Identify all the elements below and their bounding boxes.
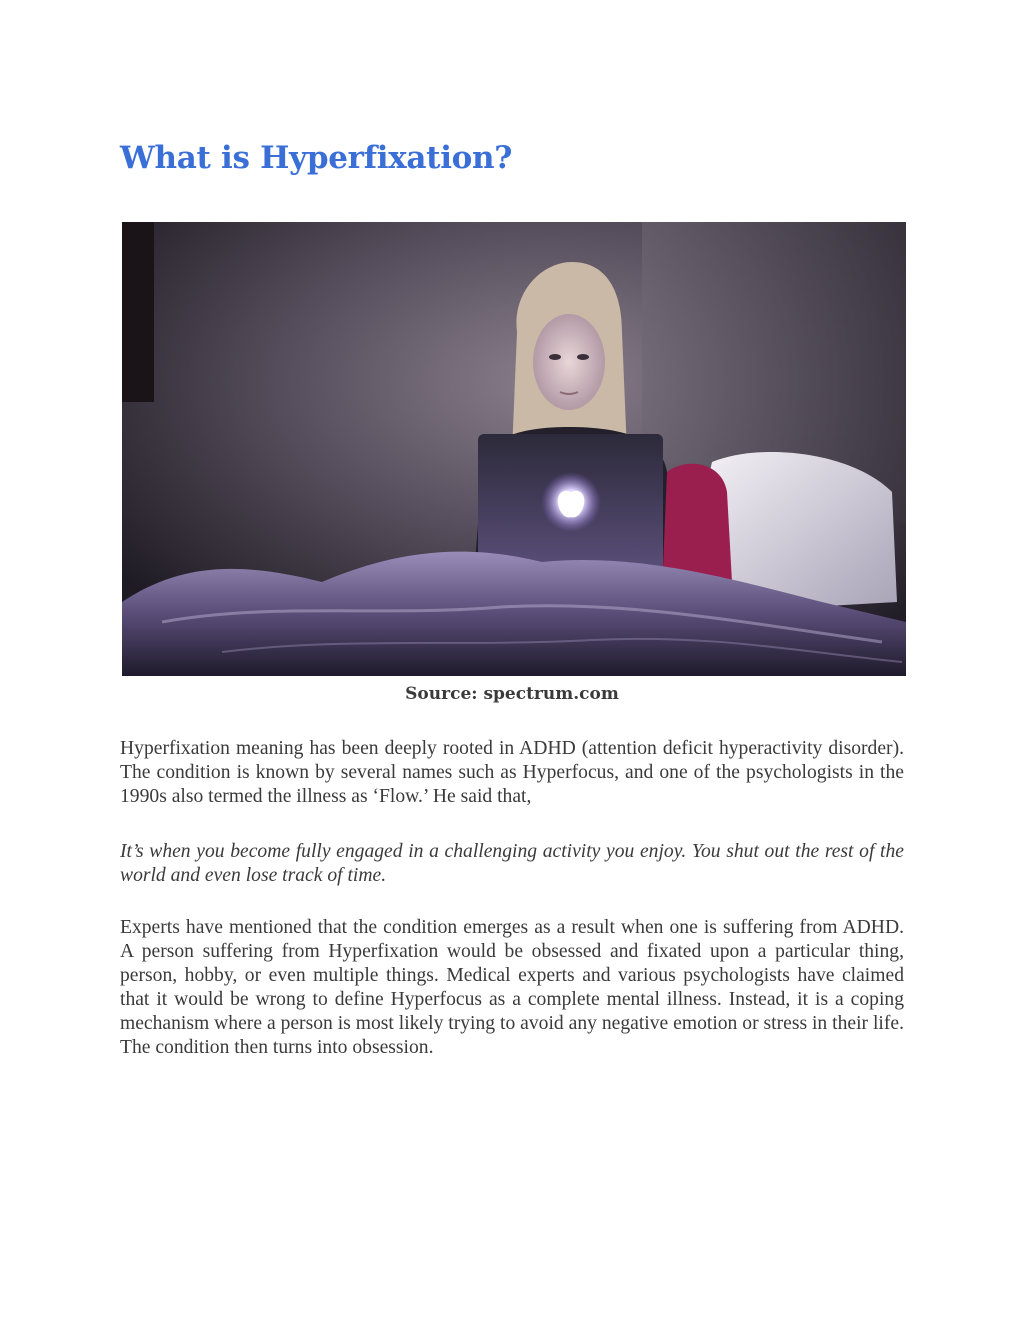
article-title: What is Hyperfixation?	[120, 140, 513, 176]
paragraph-intro: Hyperfixation meaning has been deeply rooted in ADHD (attention deficit hyperactivity disorder). The condition is known by several names such as Hyperfocus, and one of the psychologists in the 1990s also termed the illness as ‘Flow.’ He said that,	[120, 738, 904, 807]
woman-laptop-bed-photo	[122, 222, 906, 676]
quote-paragraph: It’s when you become fully engaged in a challenging activity you enjoy. You shut out the rest of the world and even lose track of time.	[120, 841, 904, 886]
image-caption: Source: spectrum.com	[405, 684, 619, 704]
paragraph-experts: Experts have mentioned that the condition emerges as a result when one is suffering from ADHD. A person suffering from Hyperfixation would be obsessed and fixated upon a particular thing, person, hobby, or even multiple things. Medical experts and various psychologists have claimed that it would be wrong to define Hyperfocus as a complete mental illness. Instead, it is a coping mechanism where a person is most likely trying to avoid any negative emotion or stress in their life. The condition then turns into obsession.	[120, 917, 904, 1058]
